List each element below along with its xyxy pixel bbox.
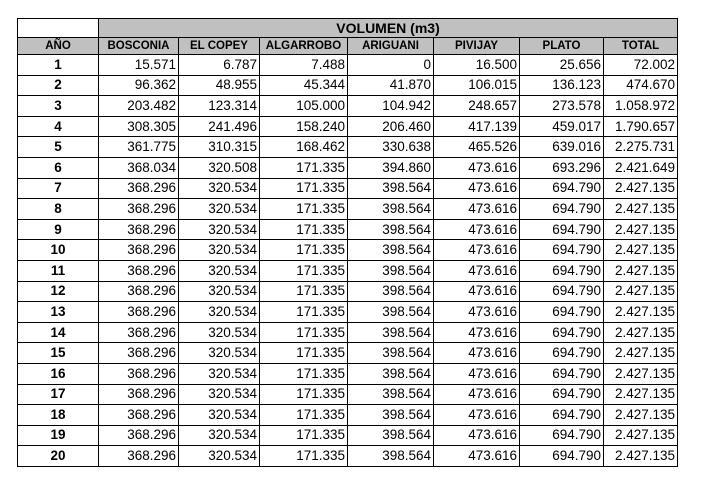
value-cell: 694.790	[520, 281, 604, 302]
value-cell: 2.427.135	[604, 405, 678, 426]
value-cell: 693.296	[520, 157, 604, 178]
value-cell: 2.427.135	[604, 240, 678, 261]
value-cell: 473.616	[434, 157, 520, 178]
year-cell: 5	[18, 137, 99, 158]
value-cell: 398.564	[348, 343, 434, 364]
year-cell: 7	[18, 178, 99, 199]
value-cell: 171.335	[260, 384, 348, 405]
value-cell: 171.335	[260, 199, 348, 220]
column-header-ariguani: ARIGUANI	[348, 38, 434, 55]
value-cell: 106.015	[434, 75, 520, 96]
value-cell: 171.335	[260, 157, 348, 178]
value-cell: 2.427.135	[604, 343, 678, 364]
value-cell: 398.564	[348, 384, 434, 405]
value-cell: 6.787	[179, 55, 260, 76]
column-header-algarrobo: ALGARROBO	[260, 38, 348, 55]
value-cell: 368.296	[99, 425, 179, 446]
table-row	[18, 384, 678, 405]
value-cell: 104.942	[348, 96, 434, 117]
value-cell: 473.616	[434, 384, 520, 405]
value-cell: 320.534	[179, 281, 260, 302]
year-cell: 15	[18, 343, 99, 364]
value-cell: 2.427.135	[604, 322, 678, 343]
value-cell: 136.123	[520, 75, 604, 96]
value-cell: 398.564	[348, 363, 434, 384]
table-title: VOLUMEN (m3)	[99, 19, 678, 38]
year-cell: 1	[18, 55, 99, 76]
value-cell: 171.335	[260, 178, 348, 199]
table-row	[18, 55, 678, 76]
value-cell: 368.034	[99, 157, 179, 178]
value-cell: 398.564	[348, 302, 434, 323]
value-cell: 45.344	[260, 75, 348, 96]
value-cell: 171.335	[260, 363, 348, 384]
value-cell: 473.616	[434, 363, 520, 384]
value-cell: 2.427.135	[604, 260, 678, 281]
value-cell: 368.296	[99, 302, 179, 323]
value-cell: 171.335	[260, 302, 348, 323]
table-row	[18, 281, 678, 302]
value-cell: 398.564	[348, 219, 434, 240]
table-row	[18, 137, 678, 158]
value-cell: 368.296	[99, 281, 179, 302]
value-cell: 694.790	[520, 219, 604, 240]
value-cell: 273.578	[520, 96, 604, 117]
value-cell: 96.362	[99, 75, 179, 96]
value-cell: 398.564	[348, 281, 434, 302]
value-cell: 171.335	[260, 446, 348, 467]
value-cell: 2.275.731	[604, 137, 678, 158]
value-cell: 330.638	[348, 137, 434, 158]
table-row	[18, 178, 678, 199]
value-cell: 2.427.135	[604, 199, 678, 220]
value-cell: 1.790.657	[604, 116, 678, 137]
value-cell: 241.496	[179, 116, 260, 137]
table-row	[18, 260, 678, 281]
value-cell: 171.335	[260, 343, 348, 364]
value-cell: 123.314	[179, 96, 260, 117]
value-cell: 694.790	[520, 405, 604, 426]
table-row	[18, 446, 678, 467]
table-row	[18, 405, 678, 426]
table-row	[18, 116, 678, 137]
table-row	[18, 240, 678, 261]
year-cell: 9	[18, 219, 99, 240]
value-cell: 368.296	[99, 219, 179, 240]
value-cell: 398.564	[348, 446, 434, 467]
table-row	[18, 96, 678, 117]
value-cell: 320.534	[179, 199, 260, 220]
year-cell: 2	[18, 75, 99, 96]
year-cell: 6	[18, 157, 99, 178]
value-cell: 398.564	[348, 425, 434, 446]
year-cell: 11	[18, 260, 99, 281]
value-cell: 171.335	[260, 240, 348, 261]
value-cell: 473.616	[434, 302, 520, 323]
value-cell: 2.427.135	[604, 219, 678, 240]
value-cell: 0	[348, 55, 434, 76]
year-cell: 4	[18, 116, 99, 137]
value-cell: 398.564	[348, 260, 434, 281]
table-body	[18, 55, 678, 467]
year-cell: 14	[18, 322, 99, 343]
value-cell: 368.296	[99, 322, 179, 343]
year-cell: 17	[18, 384, 99, 405]
column-header-total: TOTAL	[604, 38, 678, 55]
value-cell: 368.296	[99, 363, 179, 384]
value-cell: 105.000	[260, 96, 348, 117]
title-row	[18, 19, 678, 38]
value-cell: 171.335	[260, 405, 348, 426]
year-cell: 8	[18, 199, 99, 220]
table-row	[18, 302, 678, 323]
value-cell: 15.571	[99, 55, 179, 76]
value-cell: 694.790	[520, 343, 604, 364]
value-cell: 320.534	[179, 240, 260, 261]
table-row	[18, 322, 678, 343]
value-cell: 2.427.135	[604, 363, 678, 384]
value-cell: 41.870	[348, 75, 434, 96]
value-cell: 7.488	[260, 55, 348, 76]
value-cell: 368.296	[99, 260, 179, 281]
value-cell: 171.335	[260, 322, 348, 343]
value-cell: 48.955	[179, 75, 260, 96]
value-cell: 398.564	[348, 199, 434, 220]
column-header-el-copey: EL COPEY	[179, 38, 260, 55]
value-cell: 473.616	[434, 425, 520, 446]
value-cell: 694.790	[520, 322, 604, 343]
value-cell: 694.790	[520, 199, 604, 220]
value-cell: 2.427.135	[604, 425, 678, 446]
value-cell: 171.335	[260, 425, 348, 446]
year-cell: 13	[18, 302, 99, 323]
value-cell: 320.534	[179, 363, 260, 384]
value-cell: 465.526	[434, 137, 520, 158]
value-cell: 398.564	[348, 240, 434, 261]
value-cell: 694.790	[520, 446, 604, 467]
table-row	[18, 219, 678, 240]
value-cell: 206.460	[348, 116, 434, 137]
value-cell: 694.790	[520, 302, 604, 323]
value-cell: 320.534	[179, 425, 260, 446]
value-cell: 320.534	[179, 260, 260, 281]
value-cell: 158.240	[260, 116, 348, 137]
value-cell: 694.790	[520, 240, 604, 261]
value-cell: 320.534	[179, 302, 260, 323]
column-header-plato: PLATO	[520, 38, 604, 55]
value-cell: 694.790	[520, 425, 604, 446]
value-cell: 473.616	[434, 446, 520, 467]
year-cell: 20	[18, 446, 99, 467]
value-cell: 2.427.135	[604, 446, 678, 467]
value-cell: 2.427.135	[604, 384, 678, 405]
value-cell: 368.296	[99, 343, 179, 364]
value-cell: 320.534	[179, 384, 260, 405]
value-cell: 473.616	[434, 281, 520, 302]
value-cell: 473.616	[434, 199, 520, 220]
table-row	[18, 75, 678, 96]
value-cell: 639.016	[520, 137, 604, 158]
value-cell: 320.534	[179, 405, 260, 426]
value-cell: 308.305	[99, 116, 179, 137]
column-header-row	[18, 38, 678, 55]
value-cell: 694.790	[520, 260, 604, 281]
year-cell: 10	[18, 240, 99, 261]
value-cell: 368.296	[99, 405, 179, 426]
value-cell: 361.775	[99, 137, 179, 158]
value-cell: 310.315	[179, 137, 260, 158]
year-cell: 12	[18, 281, 99, 302]
value-cell: 320.508	[179, 157, 260, 178]
value-cell: 473.616	[434, 219, 520, 240]
value-cell: 171.335	[260, 219, 348, 240]
value-cell: 320.534	[179, 219, 260, 240]
value-cell: 459.017	[520, 116, 604, 137]
column-header-pivijay: PIVIJAY	[434, 38, 520, 55]
column-header-año: AÑO	[18, 38, 99, 55]
title-blank-cell	[18, 19, 99, 38]
value-cell: 171.335	[260, 260, 348, 281]
value-cell: 398.564	[348, 405, 434, 426]
table-row	[18, 343, 678, 364]
value-cell: 203.482	[99, 96, 179, 117]
value-cell: 473.616	[434, 405, 520, 426]
value-cell: 1.058.972	[604, 96, 678, 117]
value-cell: 368.296	[99, 178, 179, 199]
value-cell: 474.670	[604, 75, 678, 96]
value-cell: 694.790	[520, 384, 604, 405]
value-cell: 394.860	[348, 157, 434, 178]
volume-table	[17, 18, 678, 467]
value-cell: 320.534	[179, 446, 260, 467]
value-cell: 368.296	[99, 199, 179, 220]
value-cell: 473.616	[434, 322, 520, 343]
value-cell: 473.616	[434, 240, 520, 261]
value-cell: 2.427.135	[604, 302, 678, 323]
table-row	[18, 363, 678, 384]
value-cell: 2.427.135	[604, 178, 678, 199]
value-cell: 368.296	[99, 384, 179, 405]
value-cell: 168.462	[260, 137, 348, 158]
value-cell: 320.534	[179, 178, 260, 199]
value-cell: 2.421.649	[604, 157, 678, 178]
value-cell: 473.616	[434, 178, 520, 199]
table-row	[18, 425, 678, 446]
year-cell: 16	[18, 363, 99, 384]
value-cell: 320.534	[179, 343, 260, 364]
value-cell: 72.002	[604, 55, 678, 76]
value-cell: 473.616	[434, 343, 520, 364]
value-cell: 368.296	[99, 240, 179, 261]
year-cell: 18	[18, 405, 99, 426]
value-cell: 398.564	[348, 322, 434, 343]
year-cell: 19	[18, 425, 99, 446]
table-row	[18, 157, 678, 178]
value-cell: 694.790	[520, 178, 604, 199]
table-row	[18, 199, 678, 220]
year-cell: 3	[18, 96, 99, 117]
value-cell: 398.564	[348, 178, 434, 199]
value-cell: 694.790	[520, 363, 604, 384]
value-cell: 417.139	[434, 116, 520, 137]
value-cell: 368.296	[99, 446, 179, 467]
value-cell: 171.335	[260, 281, 348, 302]
column-header-bosconia: BOSCONIA	[99, 38, 179, 55]
value-cell: 2.427.135	[604, 281, 678, 302]
value-cell: 16.500	[434, 55, 520, 76]
value-cell: 473.616	[434, 260, 520, 281]
value-cell: 25.656	[520, 55, 604, 76]
value-cell: 248.657	[434, 96, 520, 117]
value-cell: 320.534	[179, 322, 260, 343]
